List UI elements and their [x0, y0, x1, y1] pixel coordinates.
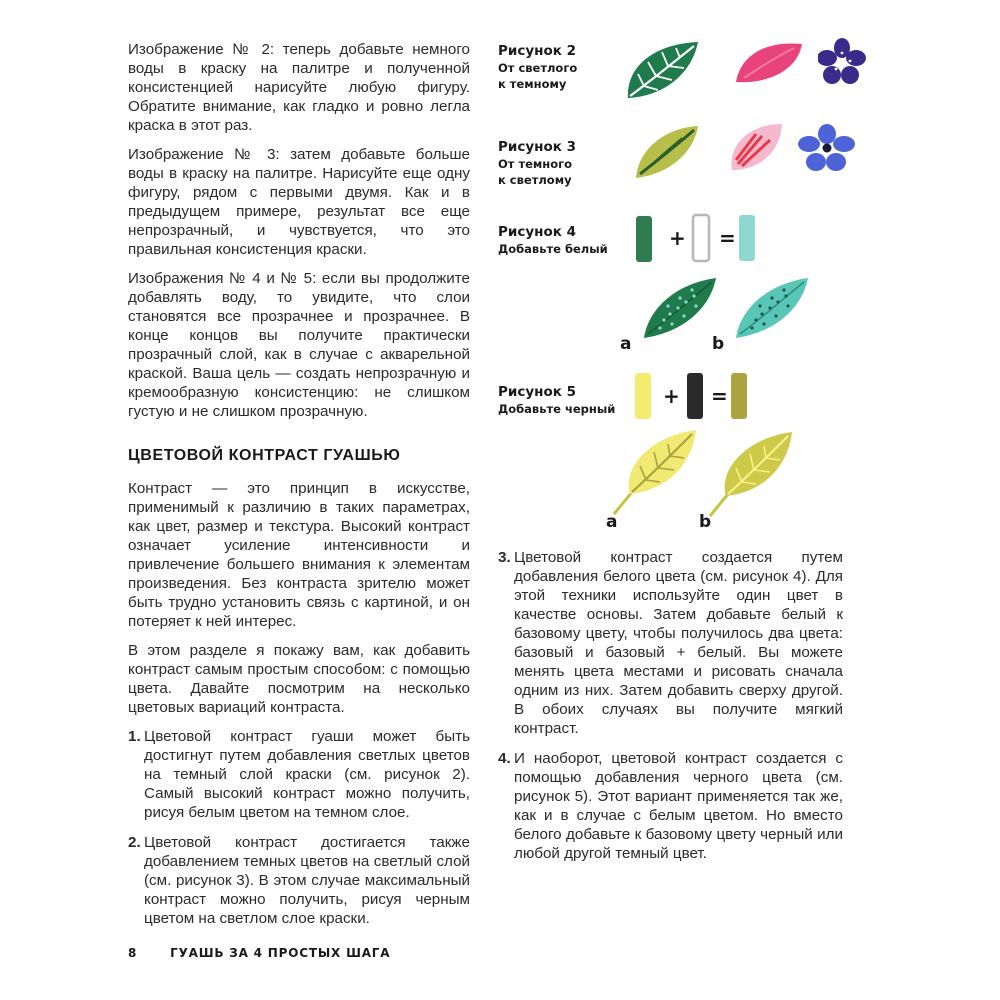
dark-green-leaf-with-light-dots-illustration — [640, 276, 720, 340]
equals-sign: = — [711, 384, 728, 408]
list-number: 4. — [498, 750, 511, 767]
yellow-swatch-illustration — [632, 370, 656, 422]
figure-5-label-a: a — [606, 512, 618, 532]
figure-4-label-a: a — [620, 334, 632, 354]
running-title: ГУАШЬ ЗА 4 ПРОСТЫХ ШАГА — [170, 946, 391, 960]
figure-2-subtitle-line1: От светлого — [498, 61, 578, 75]
list-item — [498, 548, 843, 738]
list-number: 2. — [128, 834, 141, 851]
list-item — [128, 727, 470, 822]
plus-sign: + — [663, 384, 680, 408]
page-number: 8 — [128, 946, 138, 960]
equals-sign: = — [719, 226, 736, 250]
figure-4-title: Рисунок 4 — [498, 224, 577, 240]
figure-5-label — [498, 383, 615, 417]
list-item — [498, 749, 843, 863]
figure-3-subtitle-line2: к светлому — [498, 173, 572, 187]
list-item — [128, 833, 470, 928]
paragraph-contrast-definition: Контраст — это принцип в искусстве, применимый к различию в таких параметрах, как цвет, размер и текстура. Высокий контраст означает усиление интенсивности и привлечение большего внимания к элементам произведения. Без контраста зрителю может быть трудно установить связь с картиной, и он потеряет к ней интерес. — [128, 480, 470, 630]
list-number: 3. — [498, 549, 511, 566]
figure-5-title: Рисунок 5 — [498, 384, 577, 400]
mint-leaf-with-dark-dots-illustration — [732, 276, 812, 340]
figure-4-subtitle: Добавьте белый — [498, 242, 608, 256]
right-column — [498, 548, 843, 874]
dark-green-leaf-with-white-veins-illustration — [622, 38, 702, 102]
olive-leaf-with-dark-veins-illustration — [630, 122, 702, 182]
section-title: ЦВЕТОВОЙ КОНТРАСТ ГУАШЬЮ — [128, 447, 401, 464]
yellow-leaf-with-olive-veins-illustration — [610, 428, 700, 518]
figure-2-title: Рисунок 2 — [498, 43, 577, 59]
figure-2-label — [498, 42, 577, 92]
pink-petal-illustration — [732, 36, 806, 86]
list-text: Цветовой контраст гуаши может быть достигнут путем добавления светлых цветов на темный слой краски (см. рисунок 2). Самый высокий контраст можно получить, рисуя белым цветом на темном слое. — [144, 728, 470, 821]
paragraph-image-2: Изображение № 2: теперь добавьте немного воды в краску на палитре и полученной консистенцией нарисуйте любую фигуру. Обратите внимание, как гладко и ровно легла краска в этот раз. — [128, 41, 470, 134]
white-swatch-illustration — [690, 212, 714, 264]
light-pink-petal-with-red-strokes-illustration — [726, 118, 786, 174]
figure-3-title: Рисунок 3 — [498, 139, 577, 155]
list-text: Цветовой контраст создается путем добавления белого цвета (см. рисунок 4). Для этой техники используйте один цвет в качестве основы. Затем добавьте белый к базовому цвету, чтобы получилось два цвета: базовый и базовый + белый. Вы можете менять цвета местами и рисовать сначала одним из них. Затем добавить сверху другой. В обоих случаях вы получите мягкий контраст. — [514, 549, 843, 737]
blue-flower-illustration — [798, 124, 856, 174]
black-swatch-illustration — [684, 370, 708, 422]
page-footer — [128, 946, 390, 960]
figure-3-label — [498, 138, 576, 188]
olive-swatch-illustration — [728, 370, 752, 422]
figure-4-label-b: b — [712, 334, 725, 354]
figure-2-subtitle-line2: к темному — [498, 77, 567, 91]
mint-swatch-illustration — [736, 212, 760, 264]
list-text: Цветовой контраст достигается также добавлением темных цветов на светлый слой (см. рисунок 3). В этом случае максимальный контраст можно получить, рисуя черным цветом на светлом слое краски. — [144, 834, 470, 927]
figure-3-subtitle-line1: От темного — [498, 157, 573, 171]
paragraph-section-intro: В этом разделе я покажу вам, как добавить контраст самым простым способом: с помощью цвета. Давайте посмотрим на несколько цветовых вариаций контраста. — [128, 642, 470, 716]
list-text: И наоборот, цветовой контраст создается с помощью добавления черного цвета (см. рисунок 5). Этот вариант применяется так же, как и в случае с белым цветом. Но вместо белого добавьте к базовому цвету черный или любой другой темный цвет. — [514, 750, 843, 862]
figure-5-label-b: b — [699, 512, 712, 532]
olive-leaf-with-yellow-veins-illustration — [706, 430, 796, 520]
plus-sign: + — [669, 226, 686, 250]
paragraph-image-3: Изображение № 3: затем добавьте больше воды в краску на палитре. Нарисуйте еще одну фигуру, рядом с первыми двумя. Как и в предыдущем примере, результат все еще непрозрачный, и чувствуется, что это правильная консистенция краски. — [128, 146, 470, 258]
violet-flower-illustration — [818, 38, 866, 86]
figure-5-subtitle: Добавьте черный — [498, 402, 616, 416]
list-number: 1. — [128, 728, 141, 745]
figure-4-label — [498, 223, 608, 257]
paragraph-image-4-5: Изображения № 4 и № 5: если вы продолжите добавлять воду, то увидите, что слои становятся все прозрачнее и прозрачнее. В конце концов вы получите практически прозрачный слой, как в случае с акварельной краской. Ваша цель — создать непрозрачную и кремообразную консистенцию: не слишком густую и не слишком прозрачную. — [128, 270, 470, 420]
left-column — [128, 40, 470, 939]
